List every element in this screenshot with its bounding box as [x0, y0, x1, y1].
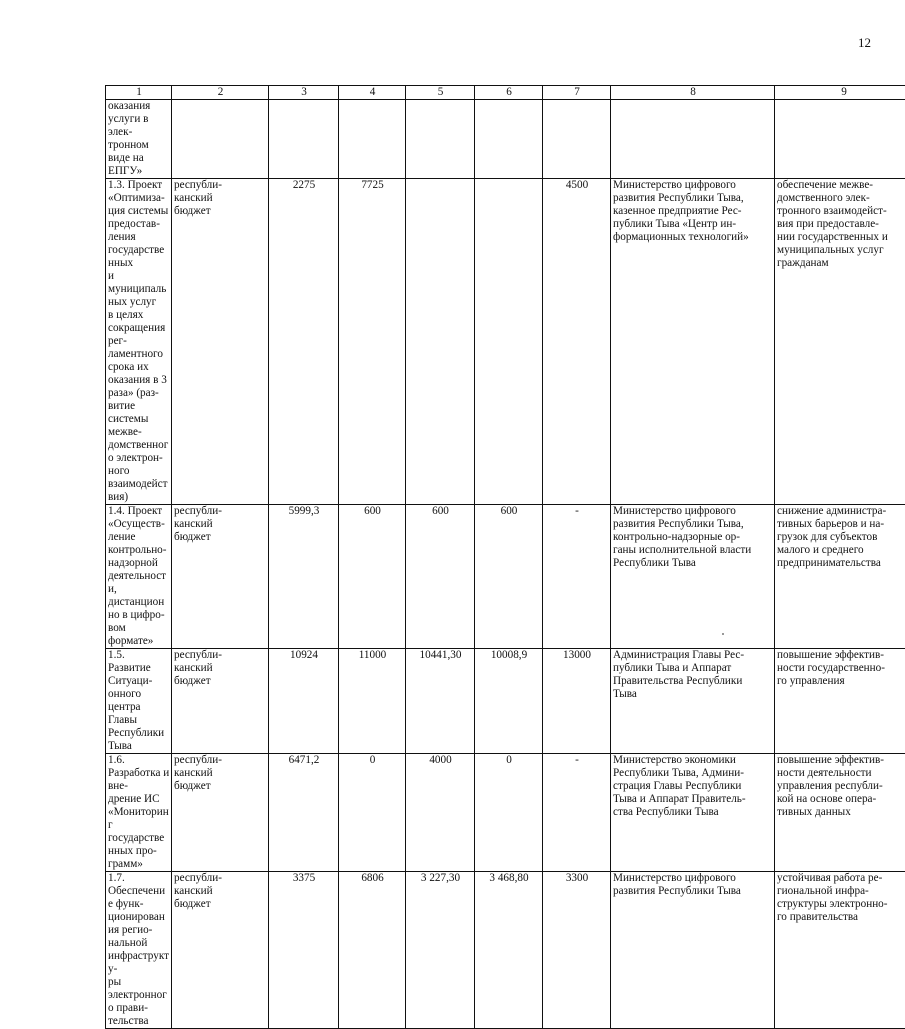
table-cell-col-3: 6471,2 — [269, 754, 339, 872]
table-cell-col-5: 4000 — [406, 754, 475, 872]
table-cell-col-6 — [475, 100, 543, 179]
table-cell-col-6: 3 468,80 — [475, 872, 543, 1029]
table-row — [106, 100, 905, 179]
table-cell-col-2: республи- канский бюджет — [172, 649, 269, 754]
table-cell-col-1: 1.3. Проект «Оптимиза- ция системы предостав- ления государственных и муниципальных услуг в целях сокращения рег- ламентного срока их оказания в 3 раза» (раз- витие системы межве- домственного электрон- ного взаимодействия) — [106, 179, 172, 505]
column-number-8: 8 — [611, 86, 775, 100]
table-cell-col-1: 1.5. Развитие Ситуаци- онного центра Главы Республики Тыва — [106, 649, 172, 754]
table-cell-col-9 — [775, 100, 905, 179]
table-cell-col-6 — [475, 179, 543, 505]
column-number-1: 1 — [106, 86, 172, 100]
table-cell-col-7: 3300 — [543, 872, 611, 1029]
column-number-5: 5 — [406, 86, 475, 100]
table-cell-col-5 — [406, 100, 475, 179]
table-cell-col-1: 1.6. Разработка и вне- дрение ИС «Мониторинг государственных про- грамм» — [106, 754, 172, 872]
table-cell-col-3: 3375 — [269, 872, 339, 1029]
table-cell-col-5: 3 227,30 — [406, 872, 475, 1029]
table-cell-col-5: 600 — [406, 505, 475, 649]
table-cell-col-1: 1.7. Обеспечение функ- ционирования регио- нальной инфраструкту- ры электронного прави- тельства — [106, 872, 172, 1029]
table-header-row — [106, 86, 905, 100]
table-cell-col-7: 13000 — [543, 649, 611, 754]
table-cell-col-3 — [269, 100, 339, 179]
table-cell-col-4: 11000 — [339, 649, 406, 754]
table-cell-col-5 — [406, 179, 475, 505]
table-cell-col-9: повышение эффектив- ности деятельности управления республи- кой на основе опера- тивных данных — [775, 754, 905, 872]
table-cell-col-7 — [543, 100, 611, 179]
program-table — [105, 85, 905, 1029]
table-cell-col-8: Министерство экономики Республики Тыва, Админи- страция Главы Республики Тыва и Аппарат Правитель- ства Республики Тыва — [611, 754, 775, 872]
table-cell-col-6: 600 — [475, 505, 543, 649]
table-cell-col-9: повышение эффектив- ности государственно- го управления — [775, 649, 905, 754]
table-cell-col-4: 7725 — [339, 179, 406, 505]
table-cell-col-7: 4500 — [543, 179, 611, 505]
column-number-4: 4 — [339, 86, 406, 100]
table-cell-col-5: 10441,30 — [406, 649, 475, 754]
column-number-6: 6 — [475, 86, 543, 100]
table-row — [106, 754, 905, 872]
page-number: 12 — [858, 35, 871, 51]
table-cell-col-6: 10008,9 — [475, 649, 543, 754]
table-cell-col-3: 10924 — [269, 649, 339, 754]
table-cell-col-9: снижение администра- тивных барьеров и на- грузок для субъектов малого и среднего предпринимательства — [775, 505, 905, 649]
table-row — [106, 649, 905, 754]
table-cell-col-2: республи- канский бюджет — [172, 872, 269, 1029]
table-cell-col-8: Министерство цифрового развития Республики Тыва, казенное предприятие Рес- публики Тыва «Центр ин- формационных технологий» — [611, 179, 775, 505]
table-cell-col-1: 1.4. Проект «Осуществ- ление контрольно- надзорной деятельности, дистанционно в цифро- вом формате» — [106, 505, 172, 649]
table-cell-col-3: 5999,3 — [269, 505, 339, 649]
table-cell-col-8: Министерство цифрового развития Республики Тыва, контрольно-надзорные ор- ганы исполнительной власти Республики Тыва — [611, 505, 775, 649]
table-cell-col-2 — [172, 100, 269, 179]
table-cell-col-4: 6806 — [339, 872, 406, 1029]
column-number-3: 3 — [269, 86, 339, 100]
table-cell-col-8: Администрация Главы Рес- публики Тыва и Аппарат Правительства Республики Тыва — [611, 649, 775, 754]
table-cell-col-8: Министерство цифрового развития Республики Тыва — [611, 872, 775, 1029]
table-cell-col-6: 0 — [475, 754, 543, 872]
table-cell-col-8 — [611, 100, 775, 179]
table-cell-col-4: 0 — [339, 754, 406, 872]
table-row — [106, 872, 905, 1029]
column-number-2: 2 — [172, 86, 269, 100]
table-cell-col-2: республи- канский бюджет — [172, 505, 269, 649]
table-cell-col-7: - — [543, 505, 611, 649]
column-number-7: 7 — [543, 86, 611, 100]
table-cell-col-9: обеспечение межве- домственного элек- тронного взаимодейст- вия при предоставле- нии государственных и муниципальных услуг гражданам — [775, 179, 905, 505]
table-cell-col-9: устойчивая работа ре- гиональной инфра- структуры электронно- го правительства — [775, 872, 905, 1029]
table-cell-col-4: 600 — [339, 505, 406, 649]
scan-speck — [722, 633, 724, 635]
table-cell-col-1: оказания услуги в элек- тронном виде на ЕПГУ» — [106, 100, 172, 179]
table-cell-col-2: республи- канский бюджет — [172, 754, 269, 872]
column-number-9: 9 — [775, 86, 905, 100]
table-cell-col-3: 2275 — [269, 179, 339, 505]
table-row — [106, 179, 905, 505]
table-cell-col-2: республи- канский бюджет — [172, 179, 269, 505]
table-row — [106, 505, 905, 649]
table-cell-col-7: - — [543, 754, 611, 872]
table-cell-col-4 — [339, 100, 406, 179]
